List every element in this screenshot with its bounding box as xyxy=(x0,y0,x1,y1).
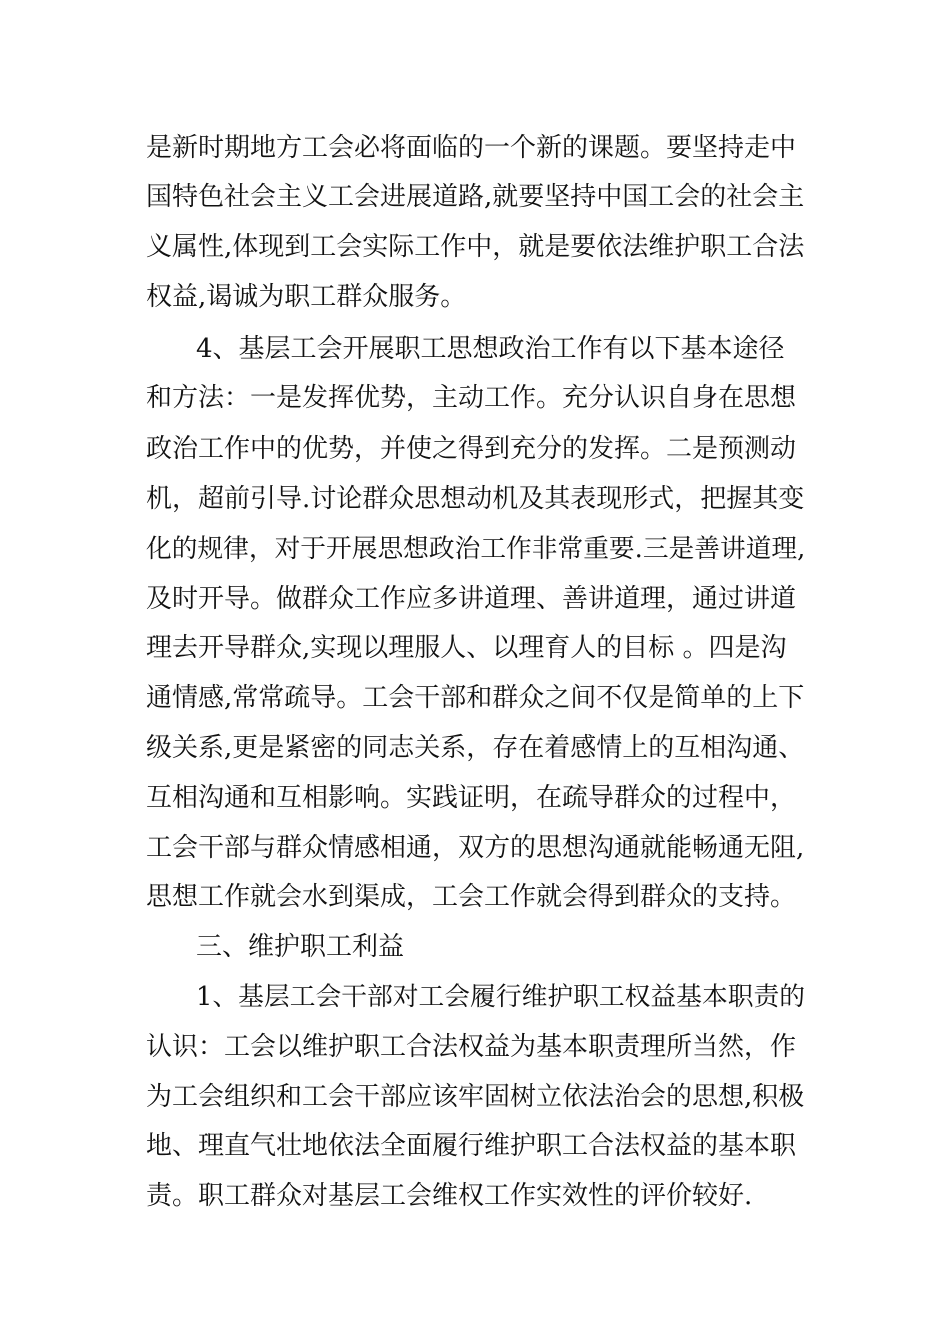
text-line: 义属性,体现到工会实际工作中，就是要依法维护职工合法 xyxy=(146,232,805,262)
text-line: 及时开导。做群众工作应多讲道理、善讲道理，通过讲道 xyxy=(146,584,797,614)
text-line: 工会干部与群众情感相通，双方的思想沟通就能畅通无阻, xyxy=(146,833,805,863)
text-line: 1、基层工会干部对工会履行维护职工权益基本职责的 xyxy=(196,982,806,1012)
text-line: 政治工作中的优势，并使之得到充分的发挥。二是预测动 xyxy=(146,434,797,464)
text-line: 机，超前引导.讨论群众思想动机及其表现形式，把握其变 xyxy=(146,484,805,514)
text-line: 4、基层工会开展职工思想政治工作有以下基本途径 xyxy=(196,334,785,364)
text-line: 为工会组织和工会干部应该牢固树立依法治会的思想,积极 xyxy=(146,1082,805,1112)
text-line: 责。职工群众对基层工会维权工作实效性的评价较好. xyxy=(146,1181,753,1211)
section-heading: 三、维护职工利益 xyxy=(196,932,405,962)
text-line: 互相沟通和互相影响。实践证明，在疏导群众的过程中， xyxy=(146,783,797,813)
text-line: 思想工作就会水到渠成，工会工作就会得到群众的支持。 xyxy=(146,882,797,912)
text-line: 国特色社会主义工会进展道路,就要坚持中国工会的社会主 xyxy=(146,182,805,212)
text-line: 是新时期地方工会必将面临的一个新的课题。要坚持走中 xyxy=(146,133,797,163)
text-line: 级关系,更是紧密的同志关系，存在着感情上的互相沟通、 xyxy=(146,733,805,763)
text-line: 理去开导群众,实现以理服人、以理育人的目标 。四是沟 xyxy=(146,633,787,663)
text-line: 地、理直气壮地依法全面履行维护职工合法权益的基本职 xyxy=(146,1131,797,1161)
text-line: 权益,谒诚为职工群众服务。 xyxy=(146,282,467,312)
text-line: 通情感,常常疏导。工会干部和群众之间不仅是简单的上下 xyxy=(146,683,805,713)
text-line: 和方法：一是发挥优势，主动工作。充分认识自身在思想 xyxy=(146,383,797,413)
text-line: 化的规律，对于开展思想政治工作非常重要.三是善讲道理, xyxy=(146,534,806,564)
text-line: 认识：工会以维护职工合法权益为基本职责理所当然，作 xyxy=(146,1032,797,1062)
